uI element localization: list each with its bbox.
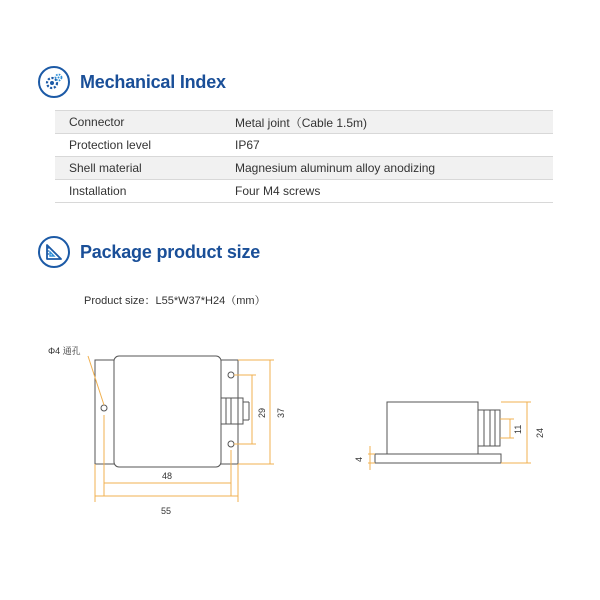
side-body bbox=[387, 402, 478, 454]
spec-value: Magnesium aluminum alloy anodizing bbox=[221, 157, 553, 180]
hole-callout bbox=[48, 345, 104, 405]
sensor-body bbox=[114, 356, 221, 467]
dim-11-label: 11 bbox=[513, 424, 523, 434]
table-row bbox=[55, 180, 553, 203]
ruler-triangle-icon bbox=[38, 236, 70, 268]
spec-label: Installation bbox=[55, 180, 221, 203]
spec-label: Shell material bbox=[55, 157, 221, 180]
side-base bbox=[375, 454, 501, 463]
package-size-header bbox=[38, 236, 260, 268]
table-row bbox=[55, 157, 553, 180]
mounting-hole bbox=[228, 441, 234, 447]
table-row bbox=[55, 134, 553, 157]
dim-29-label: 29 bbox=[257, 407, 267, 418]
side-view bbox=[375, 402, 501, 463]
dim-11 bbox=[500, 419, 514, 438]
spec-label: Protection level bbox=[55, 134, 221, 157]
mounting-hole bbox=[228, 372, 234, 378]
top-view bbox=[95, 356, 249, 467]
package-size-title: Package product size bbox=[80, 241, 261, 262]
dim-37-label: 37 bbox=[276, 407, 286, 418]
spec-value: Metal joint（Cable 1.5m) bbox=[221, 111, 553, 134]
dim-4 bbox=[368, 446, 375, 470]
hole-label: Φ4 通孔 bbox=[48, 346, 81, 356]
dim-48-label: 48 bbox=[162, 471, 173, 481]
table-row bbox=[55, 111, 553, 134]
product-size-text: Product size：L55*W37*H24（mm） bbox=[84, 295, 266, 307]
side-connector bbox=[478, 410, 500, 446]
spec-label: Connector bbox=[55, 111, 221, 134]
gears-icon bbox=[38, 66, 70, 98]
dim-29 bbox=[234, 375, 256, 444]
mechanical-index-header bbox=[38, 66, 226, 98]
spec-value: Four M4 screws bbox=[221, 180, 553, 203]
dim-55-label: 55 bbox=[161, 506, 172, 516]
mechanical-spec-table bbox=[55, 110, 553, 203]
mechanical-index-title: Mechanical Index bbox=[80, 71, 226, 92]
mounting-hole bbox=[101, 405, 107, 411]
connector-outline bbox=[221, 398, 243, 424]
dim-4-label: 4 bbox=[354, 456, 364, 462]
dim-24-label: 24 bbox=[535, 427, 545, 438]
spec-value: IP67 bbox=[221, 134, 553, 157]
dimension-drawing bbox=[0, 320, 600, 530]
